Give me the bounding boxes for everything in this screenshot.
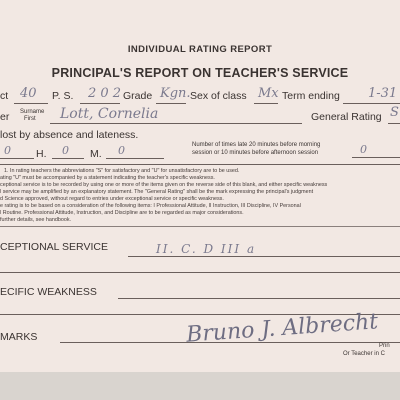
d-line <box>0 158 34 159</box>
surname-label: Surname <box>20 109 45 115</box>
exceptional-service-value: II. C. D III a <box>156 242 257 256</box>
grade-line <box>156 103 186 104</box>
district-line <box>14 103 48 104</box>
general-rating-line <box>388 123 400 124</box>
lost-label: lost by absence and lateness. <box>0 129 139 141</box>
report-title: INDIVIDUAL RATING REPORT <box>127 44 273 55</box>
report-subtitle: PRINCIPAL'S REPORT ON TEACHER'S SERVICE <box>51 66 349 80</box>
late-times-label-2: session or 10 minutes before afternoon session <box>192 150 319 156</box>
ps-value: 2 0 2 <box>88 86 122 101</box>
teacher-in-charge-label: Or Teacher in C <box>343 351 385 357</box>
instruction-line-7: l Routine. Professional Attitude, Instruction, and Discipline are to be regarded as major considerations. <box>0 210 244 216</box>
district-value: 40 <box>20 86 37 101</box>
instruction-line-4: l service may be amplified by an explanatory statement. The "General Rating" shall be the mark expressing the principal's judgment <box>0 189 314 195</box>
section-divider <box>0 226 400 227</box>
exceptional-service-label: CEPTIONAL SERVICE <box>0 241 108 253</box>
term-line <box>343 103 400 104</box>
general-rating-label: General Rating <box>311 111 382 123</box>
instruction-line-6: e rating is to be based on a consideration of the following items: I Professional Attitude, II Instruction, III Discipline, IV Personal <box>0 203 301 209</box>
instruction-line-1: 1. In rating teachers the abbreviations "S" for satisfactory and "U" for unsatisfactory are to be used. <box>4 168 240 174</box>
grade-value: Kgn. <box>160 86 191 101</box>
weakness-line-1 <box>118 298 400 299</box>
ps-line <box>80 103 120 104</box>
principal-signature: Bruno J. Albrecht <box>185 309 379 348</box>
late-times-value: 0 <box>360 143 367 156</box>
principal-label: Prin <box>379 343 390 349</box>
general-rating-value: S <box>390 105 399 120</box>
teacher-name: Lott, Cornelia <box>60 106 159 122</box>
instruction-line-3: ceptional service is to be recorded by using one or more of the items given on the reverse side of this blank, and either specific weakness <box>0 182 328 188</box>
sex-line <box>254 103 278 104</box>
ps-label: P. S. <box>52 90 74 102</box>
m-value: 0 <box>118 144 125 157</box>
term-label: Term ending <box>282 90 340 102</box>
exceptional-line-1 <box>128 256 400 257</box>
name-label: er <box>0 111 10 123</box>
h-line <box>52 158 84 159</box>
name-line <box>50 123 302 124</box>
district-label: ct <box>0 90 9 102</box>
m-label: M. <box>90 148 102 160</box>
m-line <box>106 158 164 159</box>
instruction-line-8: further details, see handbook. <box>0 217 72 223</box>
first-label: First <box>24 116 36 122</box>
d-value: 0 <box>4 144 11 157</box>
late-times-label-1: Number of times late 20 minutes before morning <box>192 142 321 148</box>
exceptional-line-2 <box>0 272 400 273</box>
term-value: 1-31 <box>368 86 398 101</box>
instruction-line-2: ating "U" must be accompanied by a statement indicating the teacher's specific weakness. <box>0 175 215 181</box>
sex-label: Sex of class <box>190 90 247 102</box>
grade-label: Grade <box>123 90 153 102</box>
remarks-label: MARKS <box>0 331 38 343</box>
instructions-divider <box>0 164 400 165</box>
h-label: H. <box>36 148 47 160</box>
instruction-line-5: d Science approved, without regard to entries under exceptional service or specific weakness. <box>0 196 224 202</box>
h-value: 0 <box>62 144 69 157</box>
specific-weakness-label: ECIFIC WEAKNESS <box>0 286 97 298</box>
late-times-line <box>352 157 400 158</box>
sex-value: Mx <box>258 86 279 101</box>
